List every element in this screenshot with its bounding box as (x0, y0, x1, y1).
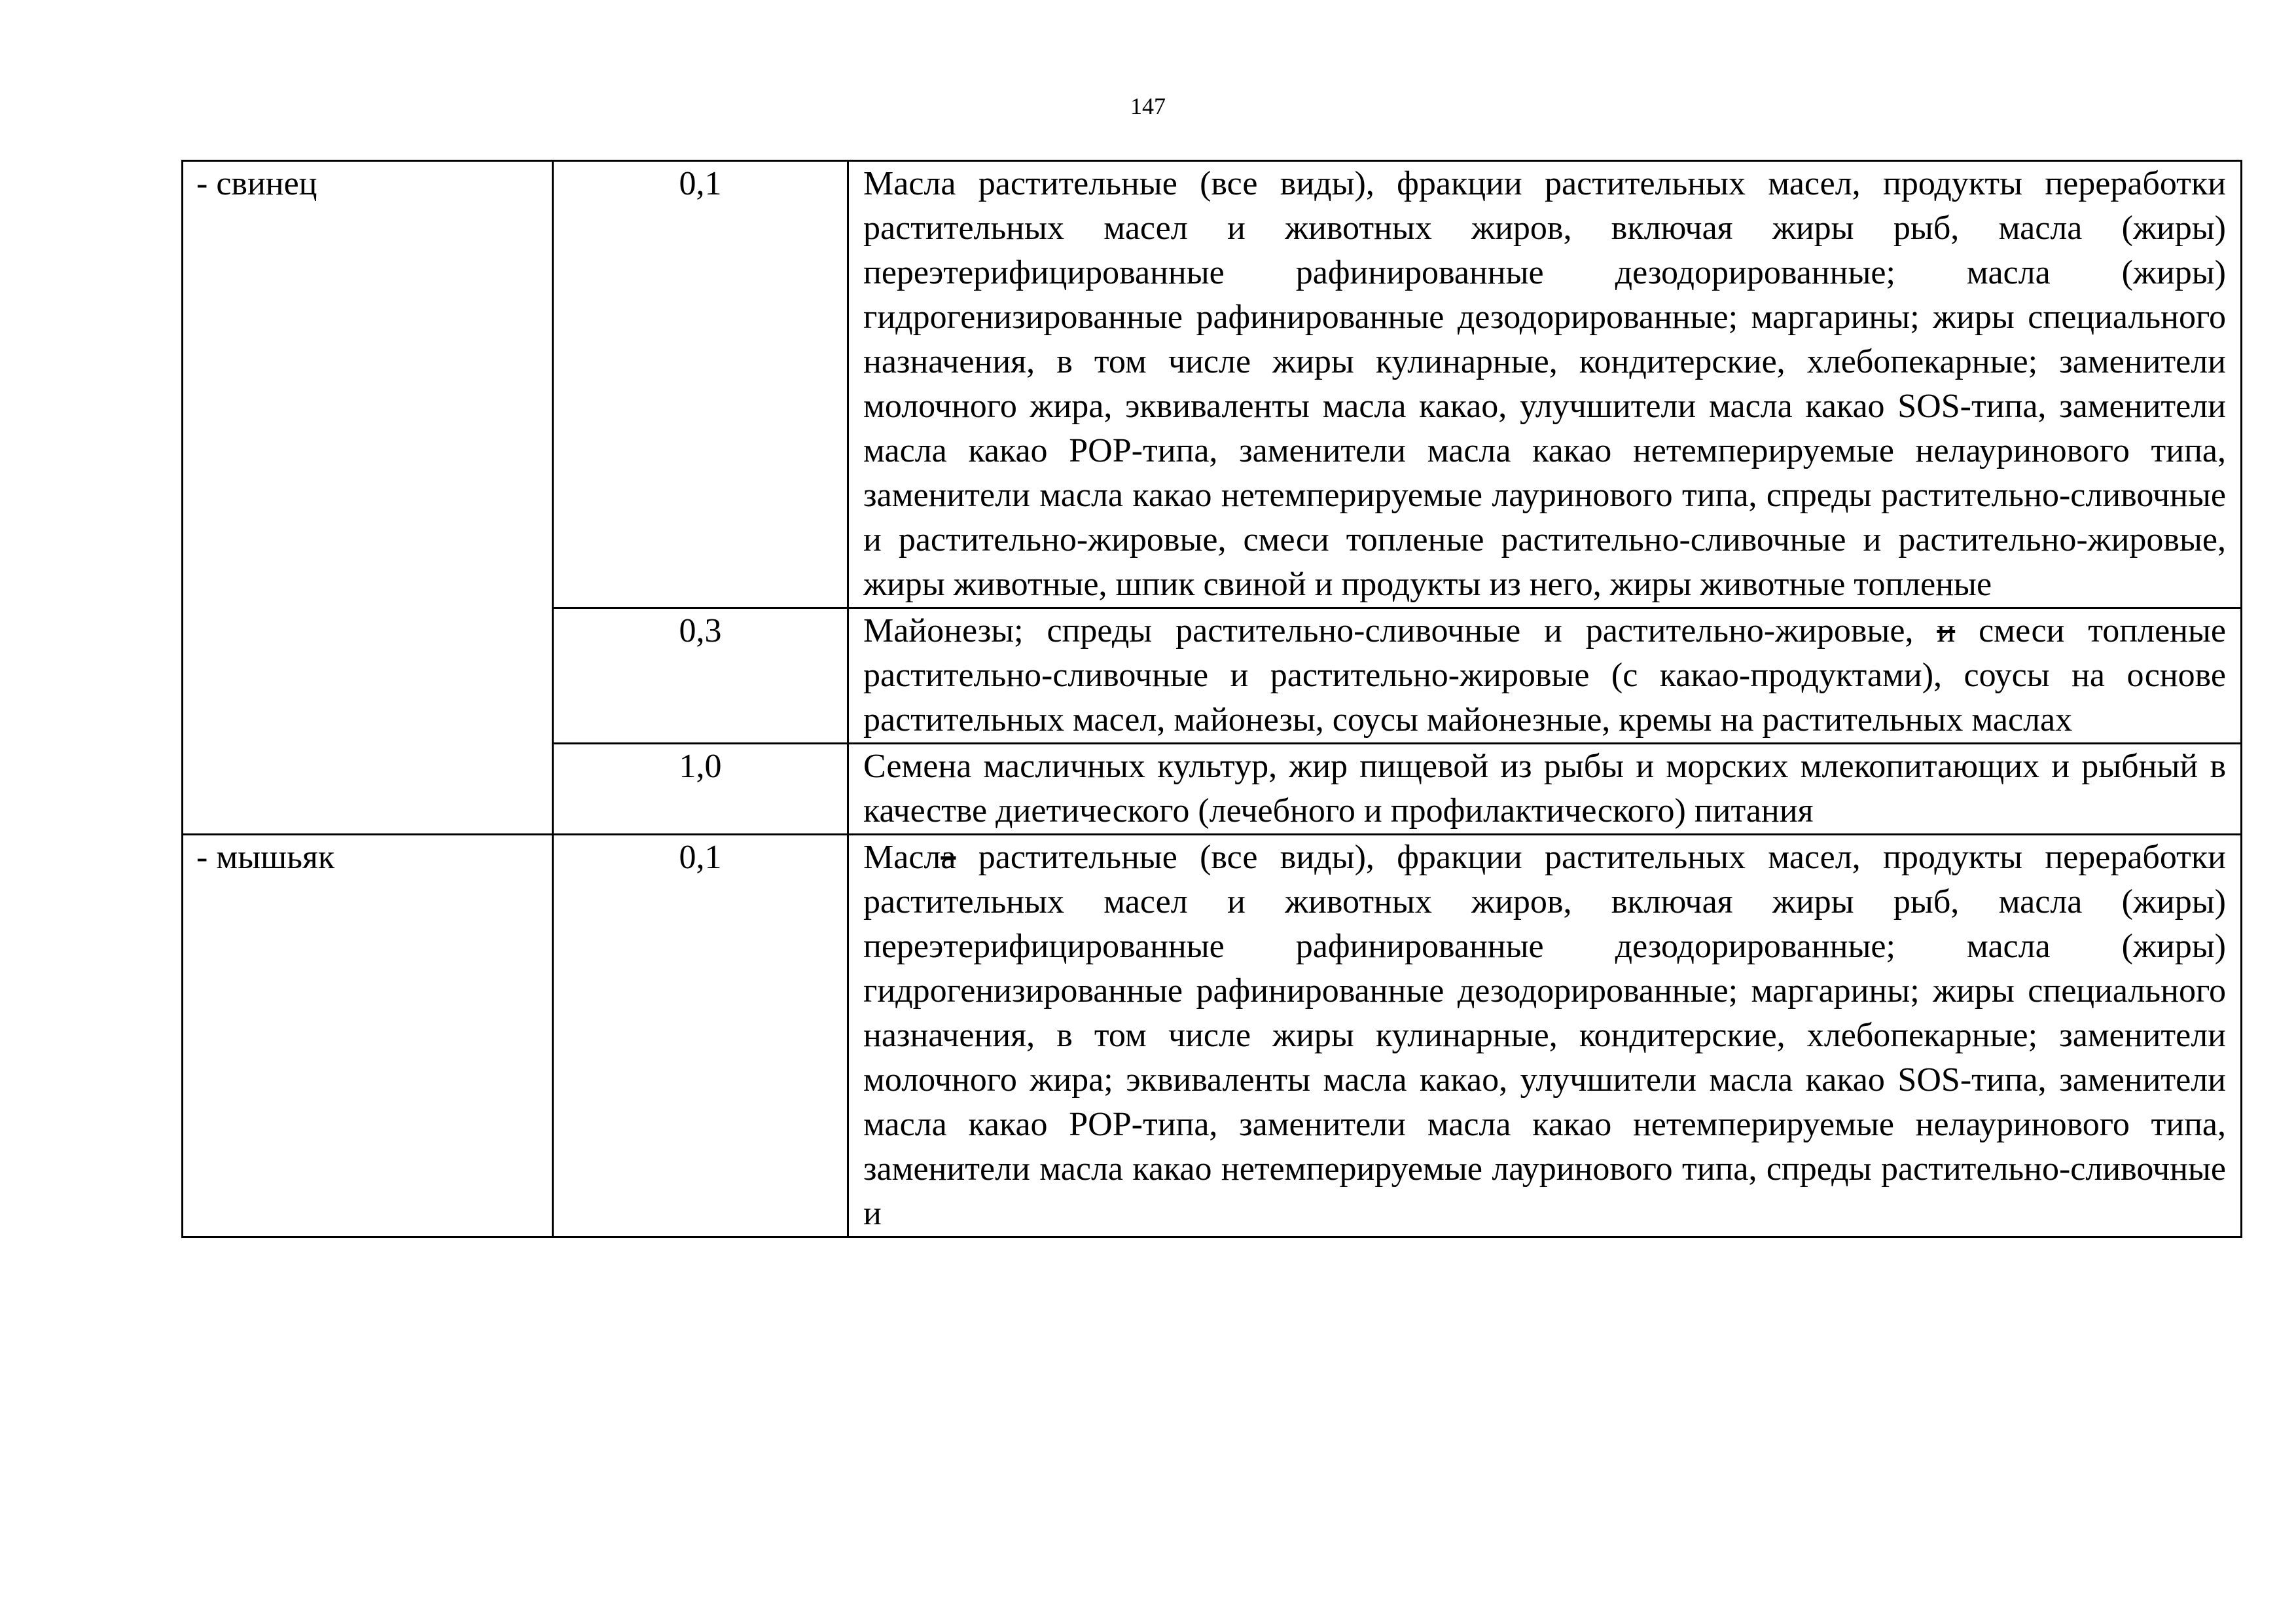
products-cell: Семена масличных культур, жир пищевой из рыбы и морских млекопитающих и рыбный в качестве диетического (лечебного и профилактического) питания (848, 744, 2242, 835)
table-row (183, 161, 2242, 608)
products-text: растительные (все виды), фракции растительных масел, продукты переработки растительных масел и животных жиров, включая жиры рыб, масла (жиры) переэтерифицированные рафинированные дезодорированные; масла (жиры) гидрогенизированные рафинированные дезодорированные; маргарины; жиры специального назначения, в том числе жиры кулинарные, кондитерские, хлебопекарные; заменители молочного жира; эквиваленты масла какао, улучшители масла какао SOS-типа, заменители масла какао POP-типа, заменители масла какао нетемперируемые нелауринового типа, заменители масла какао нетемперируемые лауринового типа, спреды растительно-сливочные и (863, 839, 2226, 1232)
products-cell (848, 608, 2242, 744)
level-cell: 0,3 (553, 608, 848, 744)
products-cell (848, 835, 2242, 1237)
level-cell: 0,1 (553, 161, 848, 608)
page-number: 147 (1130, 93, 1166, 119)
products-cell: Масла растительные (все виды), фракции растительных масел, продукты переработки растительных масел и животных жиров, включая жиры рыб, масла (жиры) переэтерифицированные рафинированные дезодорированные; масла (жиры) гидрогенизированные рафинированные дезодорированные; маргарины; жиры специального назначения, в том числе жиры кулинарные, кондитерские, хлебопекарные; заменители молочного жира, эквиваленты масла какао, улучшители масла какао SOS-типа, заменители масла какао POP-типа, заменители масла какао нетемперируемые нелауринового типа, заменители масла какао нетемперируемые лауринового типа, спреды растительно-сливочные и растительно-жировые, смеси топленые растительно-сливочные и растительно-жировые, жиры животные, шпик свиной и продукты из него, жиры животные топленые (848, 161, 2242, 608)
element-cell-arsenic: - мышьяк (183, 835, 553, 1237)
products-text: Масл (863, 839, 941, 876)
table-row (183, 835, 2242, 1237)
element-cell-lead: - свинец (183, 161, 553, 835)
struck-text: и (1937, 612, 1956, 649)
level-cell: 1,0 (553, 744, 848, 835)
products-text: смеси топленые растительно-сливочные и растительно-жировые (с какао-продуктами), соусы на основе растительных масел, майонезы, соусы майонезные, кремы на растительных маслах (863, 612, 2227, 739)
products-text: Майонезы; спреды растительно-сливочные и растительно-жировые, (863, 612, 1914, 649)
level-cell: 0,1 (553, 835, 848, 1237)
struck-text: а (941, 839, 956, 876)
contaminants-table (181, 160, 2242, 1238)
